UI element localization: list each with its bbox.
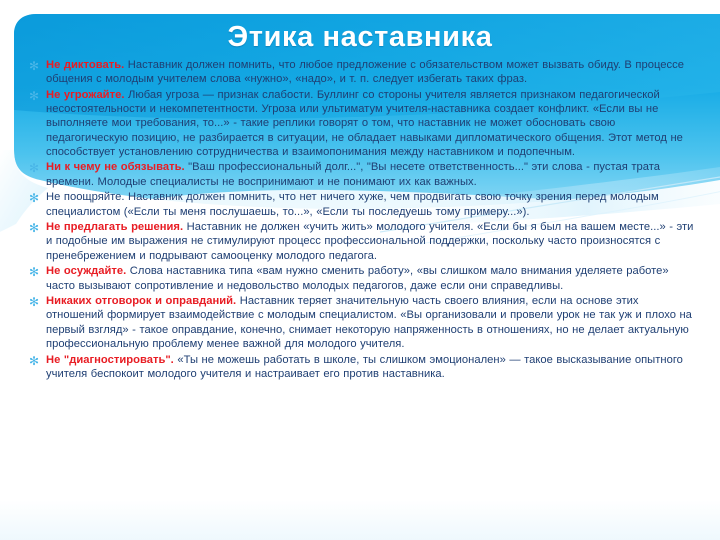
bullet-asterisk-icon: ✻ [28,353,40,368]
bullet-asterisk-icon: ✻ [28,191,40,206]
list-item-body: Наставник должен помнить, что любое предложение с обязательством может вызвать обиду. В процессе общения с молодым учителем слова «нужно», «надо», и т. п. следует избегать таких фраз. [46,59,685,86]
slide-title: Этика наставника [227,21,493,53]
list-item-body: «Ты не можешь работать в школе, ты слишком эмоционален» — такое высказывание опытного учителя беспокоит молодого учителя и настраивает его против наставника. [46,353,683,380]
list-item-lead: Ни к чему не обязывать. [46,161,185,174]
list-item-text [46,88,698,159]
bullet-asterisk-icon: ✻ [28,221,40,236]
bullet-asterisk-icon: ✻ [28,265,40,280]
list-item-lead: Никаких отговорок и оправданий. [46,295,237,308]
list-item-lead: Не диктовать. [46,59,125,71]
list-item [22,353,698,381]
list-item-lead: Не предлагать решения. [46,221,184,234]
list-item-text [46,353,698,381]
list-item-lead: Не осуждайте. [46,265,127,278]
slide-body-content [22,58,698,382]
list-item-body: Слова наставника типа «вам нужно сменить работу», «вы слишком мало внимания уделяете работе» часто вызывают сопротивление и недовольство молодых педагогов, даже если они справедливы. [46,265,669,292]
bullet-asterisk-icon: ✻ [28,59,40,73]
list-item-body: "Ваш профессиональный долг...", "Вы несете ответственность..." эти слова - пустая трата времени. Молодые специалисты не воспринимают и не понимают их как важных. [46,161,661,188]
bullet-asterisk-icon: ✻ [28,161,40,176]
list-item-lead: Не поощряйте. [46,191,125,204]
bullet-asterisk-icon: ✻ [28,88,40,103]
list-item-text [46,264,698,292]
list-item [22,220,698,263]
list-item [22,190,698,218]
list-item-text [46,294,698,351]
list-item-lead: Не угрожайте. [46,88,125,101]
list-item-body: Наставник не должен «учить жить» молодого учителя. «Если бы я был на вашем месте...» - эти и подобные им выражения не стимулируют процесс профессиональной поддержки, поскольку часто произносятся с пренебрежением и подрывают самооценку молодого педагога. [46,221,694,262]
list-item-lead: Не "диагностировать". [46,353,174,366]
list-item [22,58,698,86]
list-item [22,294,698,351]
list-item [22,264,698,292]
list-item-body: Наставник должен помнить, что нет ничего хуже, чем продвигать свою точку зрения перед молодым специалистом («Если ты меня послушаешь, то...», «Если ты последуешь тому примеру...»). [46,191,659,218]
list-item-text [46,58,698,86]
list-item-text [46,190,698,218]
list-item-text [46,220,698,263]
list-item-text [46,160,698,188]
bullet-asterisk-icon: ✻ [28,295,40,310]
list-item-body: Наставник теряет значительную часть своего влияния, если на основе этих отношений формирует взаимодействие с молодым специалистом. «Вы организовали и провели урок не так уж и плохо на первый взгляд» - такое оправдание, конечно, снимает некоторую напряженность в отношениях, но не делает актуальную профессиональную проблему менее важной для молодого учителя. [46,295,692,350]
list-item-body: Любая угроза — признак слабости. Буллинг со стороны учителя является признаком педагогической несостоятельности и некомпетентности. Угроза или ультиматум учителя-наставника создает конфликт. «Если вы не выполняете мои требования, то...» - такие реплики говорят о том, что наставник не может обосновать свою педагогическую позицию, не разбирается в ситуации, не обладает навыками дипломатического общения. Этот метод не способствует установлению сотрудничества и взаимопонимания между наставником и подопечным. [46,88,683,158]
list-item [22,88,698,159]
list-item [22,160,698,188]
